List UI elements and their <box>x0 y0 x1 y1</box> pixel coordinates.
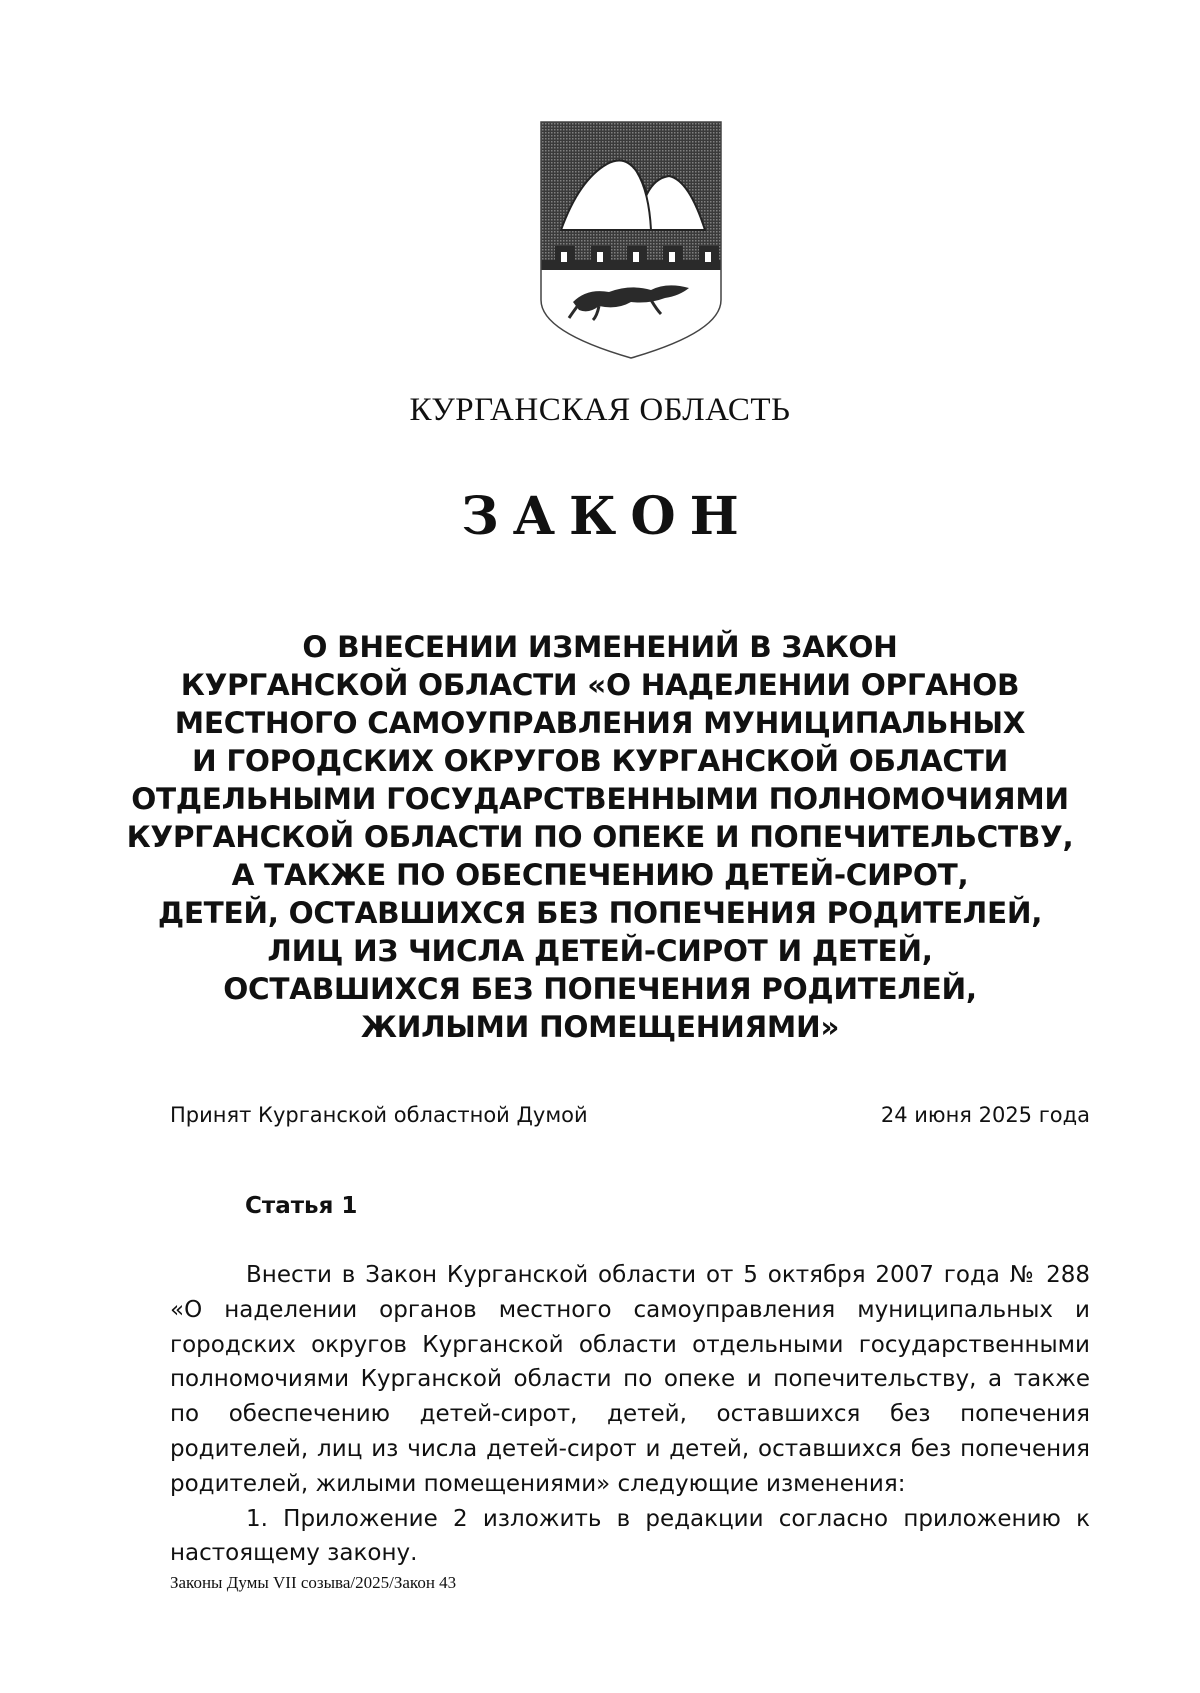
adoption-info <box>170 1103 1090 1127</box>
law-title <box>120 628 1080 1046</box>
law-title-line: ДЕТЕЙ, ОСТАВШИХСЯ БЕЗ ПОПЕЧЕНИЯ РОДИТЕЛЕЙ, <box>157 896 1043 930</box>
article-paragraph: 1. Приложение 2 изложить в редакции согласно приложению к настоящему закону. <box>170 1505 1090 1567</box>
law-title-line: ЛИЦ ИЗ ЧИСЛА ДЕТЕЙ-СИРОТ И ДЕТЕЙ, <box>267 934 933 968</box>
law-title-line: А ТАКЖЕ ПО ОБЕСПЕЧЕНИЮ ДЕТЕЙ-СИРОТ, <box>231 858 969 892</box>
law-title-line: ОТДЕЛЬНЫМИ ГОСУДАРСТВЕННЫМИ ПОЛНОМОЧИЯМИ <box>131 782 1069 816</box>
article-paragraph: Внести в Закон Курганской области от 5 октября 2007 года № 288 «О наделении органов местного самоуправления муниципальных и городских округов Курганской области отдельными государственными полномочиями Курганской области по опеке и попечительству, а также по обеспечению детей-сирот, детей, оставшихся без попечения родителей, лиц из числа детей-сирот и детей, оставшихся без попечения родителей, жилыми помещениями» следующие изменения: <box>170 1262 1090 1497</box>
law-title-line: КУРГАНСКОЙ ОБЛАСТИ ПО ОПЕКЕ И ПОПЕЧИТЕЛЬСТВУ, <box>126 820 1074 854</box>
law-title-line: ЖИЛЫМИ ПОМЕЩЕНИЯМИ» <box>360 1010 840 1044</box>
footer-doc-reference: Законы Думы VII созыва/2025/Закон 43 <box>170 1573 457 1592</box>
law-title-line: И ГОРОДСКИХ ОКРУГОВ КУРГАНСКОЙ ОБЛАСТИ <box>191 744 1008 778</box>
adopting-body: Принят Курганской областной Думой <box>170 1103 588 1127</box>
law-title-line: О ВНЕСЕНИИ ИЗМЕНЕНИЙ В ЗАКОН <box>302 630 898 664</box>
law-title-line: МЕСТНОГО САМОУПРАВЛЕНИЯ МУНИЦИПАЛЬНЫХ <box>174 706 1026 740</box>
kurgan-oblast-coat-of-arms-icon <box>539 120 723 360</box>
article-body <box>170 1258 1090 1571</box>
law-title-line: ОСТАВШИХСЯ БЕЗ ПОПЕЧЕНИЯ РОДИТЕЛЕЙ, <box>223 972 977 1006</box>
document-type: ЗАКОН <box>461 486 753 547</box>
adoption-date: 24 июня 2025 года <box>880 1103 1090 1127</box>
region-name: КУРГАНСКАЯ ОБЛАСТЬ <box>409 392 791 428</box>
law-title-line: КУРГАНСКОЙ ОБЛАСТИ «О НАДЕЛЕНИИ ОРГАНОВ <box>180 668 1020 702</box>
article-heading: Статья 1 <box>245 1193 358 1219</box>
